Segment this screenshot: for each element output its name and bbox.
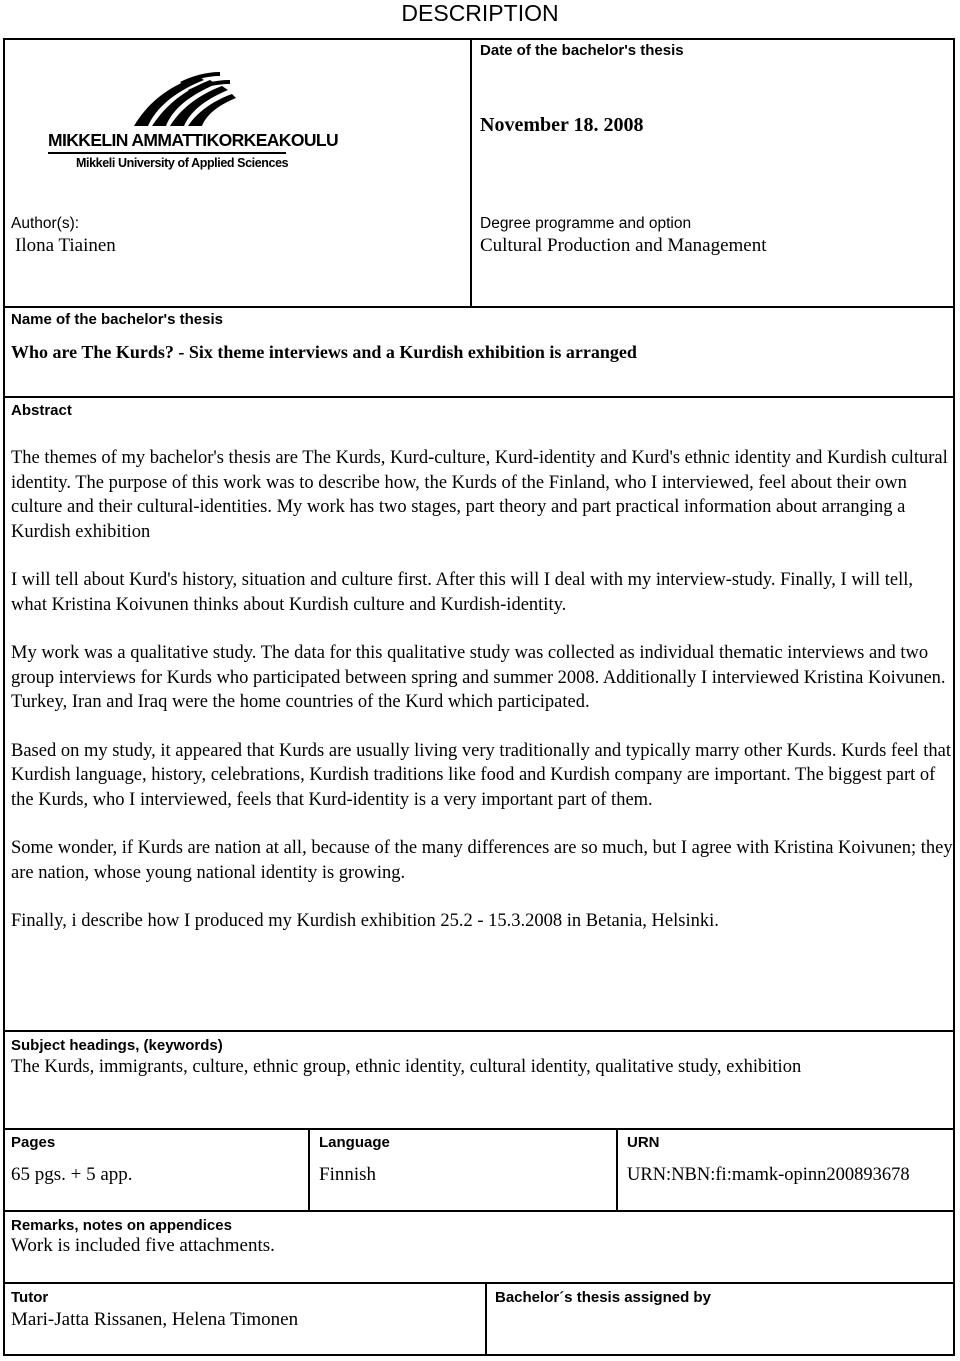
remarks-value: Work is included five attachments. <box>11 1235 275 1256</box>
urn-value: URN:NBN:fi:mamk-opinn200893678 <box>627 1165 910 1185</box>
divider <box>4 306 954 308</box>
assigned-by-section <box>495 1289 950 1307</box>
divider <box>4 1210 954 1212</box>
divider <box>616 1129 618 1210</box>
divider <box>470 39 472 307</box>
university-name: MIKKELIN AMMATTIKORKEAKOULU <box>48 130 339 150</box>
keywords-label: Subject headings, (keywords) <box>11 1037 223 1054</box>
divider <box>4 1128 954 1130</box>
thesis-name-section <box>11 311 951 363</box>
remarks-section <box>11 1217 941 1257</box>
date-label: Date of the bachelor's thesis <box>480 42 684 59</box>
language-section <box>319 1134 609 1186</box>
urn-label: URN <box>627 1134 660 1151</box>
tutor-label: Tutor <box>11 1289 49 1306</box>
divider <box>4 1282 954 1284</box>
abstract-paragraph: Some wonder, if Kurds are nation at all, because of the many differences are so much, but I agree with Kristina Koivunen; they are nation, whose young national identity is growing. <box>11 838 953 883</box>
abstract-section <box>11 402 953 958</box>
tutor-section <box>11 1289 476 1331</box>
language-label: Language <box>319 1134 390 1151</box>
degree-value: Cultural Production and Management <box>480 235 767 256</box>
divider <box>485 1283 487 1355</box>
abstract-paragraph: The themes of my bachelor's thesis are The Kurds, Kurd-culture, Kurd-identity and Kurd's ethnic identity and Kurdish cultural identity. The purpose of this work was to describe how, the Kurds of the Finland, who I interviewed, feel about their own culture and their cultural-identities. My work has two stages, part theory and part practical information about arranging a Kurdish exhibition <box>11 448 948 542</box>
pages-section <box>11 1134 301 1186</box>
degree-section <box>480 215 950 257</box>
date-value: November 18. 2008 <box>480 114 644 136</box>
university-name-english: Mikkeli University of Applied Sciences <box>76 156 289 170</box>
divider <box>308 1129 310 1210</box>
urn-section <box>627 1134 953 1186</box>
document-title: DESCRIPTION <box>401 0 559 26</box>
assigned-by-label: Bachelor´s thesis assigned by <box>495 1289 711 1306</box>
pages-label: Pages <box>11 1134 56 1151</box>
thesis-name-value: Who are The Kurds? - Six theme interviews and a Kurdish exhibition is arranged <box>11 342 637 362</box>
pages-value: 65 pgs. + 5 app. <box>11 1164 133 1185</box>
thesis-name-label: Name of the bachelor's thesis <box>11 311 223 328</box>
wave-emblem-icon <box>48 68 288 130</box>
language-value: Finnish <box>319 1164 377 1185</box>
abstract-paragraph: I will tell about Kurd's history, situation and culture first. After this will I deal with my interview-study. Finally, I will tell, what Kristina Koivunen thinks about Kurdish culture and Kurdish-identity. <box>11 570 913 615</box>
keywords-value: The Kurds, immigrants, culture, ethnic group, ethnic identity, cultural identity, qualitative study, exhibition <box>11 1057 802 1077</box>
author-value: Ilona Tiainen <box>15 235 116 256</box>
divider <box>4 1030 954 1032</box>
author-label: Author(s): <box>11 215 80 232</box>
author-section <box>11 215 461 257</box>
abstract-paragraph: My work was a qualitative study. The data for this qualitative study was collected as individual thematic interviews and two group interviews for Kurds who participated between spring and summer 2008. Additionally I interviewed Kristina Koivunen. Turkey, Iran and Iraq were the home countries of the Kurd which participated. <box>11 643 946 712</box>
abstract-paragraph: Finally, i describe how I produced my Kurdish exhibition 25.2 - 15.3.2008 in Betania, Helsinki. <box>11 911 719 931</box>
tutor-value: Mari-Jatta Rissanen, Helena Timonen <box>11 1309 299 1330</box>
divider <box>4 396 954 398</box>
degree-label: Degree programme and option <box>480 215 692 232</box>
logo-rule <box>48 152 286 154</box>
keywords-section <box>11 1037 941 1080</box>
university-logo <box>48 68 339 178</box>
abstract-body <box>11 446 953 934</box>
remarks-label: Remarks, notes on appendices <box>11 1217 232 1234</box>
date-section <box>480 42 950 137</box>
abstract-paragraph: Based on my study, it appeared that Kurds are usually living very traditionally and typically marry other Kurds. Kurds feel that Kurdish language, history, celebrations, Kurdish traditions like food and Kurdish company are important. The biggest part of the Kurds, who I interviewed, feels that Kurd-identity is a very important part of them. <box>11 740 952 810</box>
abstract-label: Abstract <box>11 402 72 419</box>
